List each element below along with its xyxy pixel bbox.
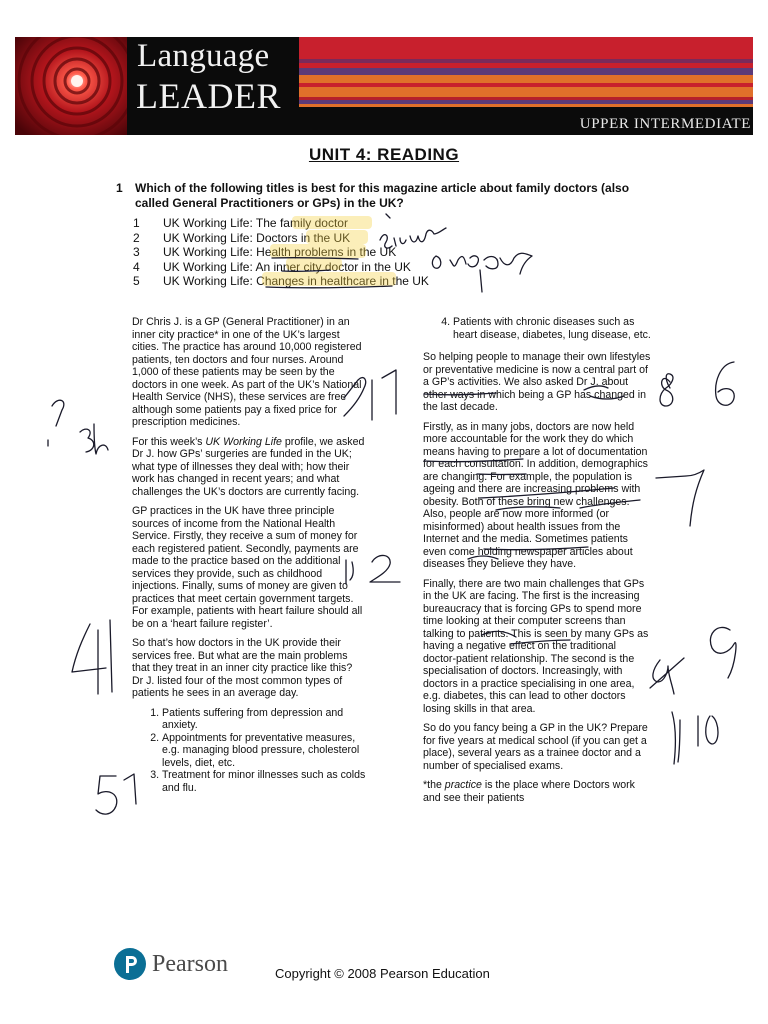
- option-text: UK Working Life: Changes in healthcare in the UK: [163, 274, 429, 288]
- list-item: 3. Treatment for minor illnesses such as colds and flu.: [162, 769, 366, 794]
- text-run: profile, we asked Dr J. how GPs’ surgeries are funded in the UK; what type of illnesses they deal with; how their work has changed in recent years; and what challenges the UK’s doctors are currently facing.: [132, 435, 365, 498]
- brand-line-2: LEADER: [136, 76, 281, 116]
- option-4: [133, 260, 429, 275]
- paragraph-intro: Dr Chris J. is a GP (General Practitioner) in an inner city practice* in one of the UK’s largest cities. The practice has around 10,000 registered patients, ten doctors and four nurses. Around 1,000 of these patients may be seen by the doctors in one week. As part of the UK’s National Health Service (NHS), these services are free although some patients pay a fixed price for prescription medicines.: [132, 316, 362, 428]
- question-text: Which of the following titles is best for this magazine article about family doctors (also called General Practitioners or GPs) in the UK?: [135, 181, 630, 210]
- paragraph-challenges: Finally, there are two main challenges that GPs in the UK are facing. The first is the increasing bureaucracy that is forcing GPs to spend more time looking at their computer screens than talking to patients. This is seen by many GPs as having a negative effect on the traditional doctor-patient relationship. The second is the specialisation of doctors. Increasingly, with doctors in a practice specialising in one area, e.g. diabetes, this can lead to other doctors losing skills in that area.: [423, 577, 649, 715]
- option-number: 2: [133, 230, 140, 245]
- title-options-list: [133, 216, 429, 289]
- text-run-italic: practice: [444, 779, 482, 791]
- option-text: UK Working Life: Doctors in the UK: [163, 230, 351, 245]
- paragraph-profile: [132, 436, 366, 499]
- text-run-italic: UK Working Life: [205, 435, 282, 448]
- option-number: 5: [133, 274, 140, 288]
- brand-line-1: Language: [137, 38, 270, 74]
- list-item: 1. Patients suffering from depression and anxiety.: [162, 707, 366, 732]
- option-5: [133, 274, 429, 289]
- list-item: 4. Patients with chronic diseases such as heart disease, diabetes, lung disease, etc.: [453, 316, 651, 341]
- article-left-column: [132, 316, 366, 800]
- banner-stripes: [299, 37, 753, 115]
- option-number: 1: [133, 216, 140, 230]
- footnote: [423, 779, 651, 804]
- patient-types-list: [132, 707, 366, 795]
- paragraph-preventative: So helping people to manage their own lifestyles or preventative medicine is now a central part of a GP’s activities. We also asked Dr J. about other ways in which being a GP has changed in the last decade.: [423, 351, 651, 413]
- option-1: [133, 216, 429, 231]
- option-number: 4: [133, 259, 140, 274]
- option-text: UK Working Life: Health problems in the UK: [163, 245, 397, 259]
- spiral-staircase-image: [15, 37, 127, 135]
- option-number: 3: [133, 245, 140, 259]
- text-run: *the: [423, 779, 445, 791]
- article-right-column: [423, 316, 651, 811]
- list-item: 2. Appointments for preventative measures, e.g. managing blood pressure, cholesterol levels, diet, etc.: [162, 732, 366, 770]
- paragraph-conclusion: So do you fancy being a GP in the UK? Prepare for five years at medical school (if you can get a place), several years as a trainee doctor and a number of specialised exams.: [423, 722, 648, 772]
- pearson-logo-icon: [113, 947, 147, 981]
- unit-title: UNIT 4: READING: [308, 145, 460, 164]
- publisher-name: Pearson: [152, 951, 228, 977]
- paragraph-problems: So that’s how doctors in the UK provide their services free. But what are the main problems that they treat in an inner city practice like this? Dr J. listed four of the most common types of patients he sees in an average day.: [132, 637, 353, 699]
- option-2: [133, 231, 429, 246]
- text-run: is the place where Doctors work and see their patients: [423, 779, 635, 804]
- patient-types-list-continued: [423, 316, 651, 341]
- question-number: 1: [116, 181, 123, 195]
- header-banner: [15, 37, 753, 135]
- copyright-text: Copyright © 2008 Pearson Education: [275, 966, 490, 981]
- paragraph-changes: Firstly, as in many jobs, doctors are now held more accountable for the work they do which means having to prepare a lot of documentation for each consultation. In addition, demographics are changing. For example, the population is ageing and there are increasing problems with obesity. Both of these bring new challenges. Also, people are now more informed (or misinformed) about health issues from the Internet and the media. Sometimes patients even come holding newspaper articles about diseases they believe they have.: [423, 420, 648, 570]
- option-3: [133, 245, 429, 260]
- paragraph-funding: GP practices in the UK have three principle sources of income from the National Health Service. Firstly, they receive a sum of money for each registered patient. Secondly, payments are made to the practice based on the additional services they provide, such as childhood injections. Finally, sums of money are given to practices that meet certain government targets. For example, patients with heart failure should all be on a ‘heart failure register’.: [132, 505, 363, 630]
- option-text: UK Working Life: An inner city doctor in the UK: [163, 259, 411, 274]
- level-label: UPPER INTERMEDIATE: [579, 116, 751, 132]
- text-run: For this week’s: [132, 435, 206, 448]
- option-text: UK Working Life: The family doctor: [163, 216, 348, 230]
